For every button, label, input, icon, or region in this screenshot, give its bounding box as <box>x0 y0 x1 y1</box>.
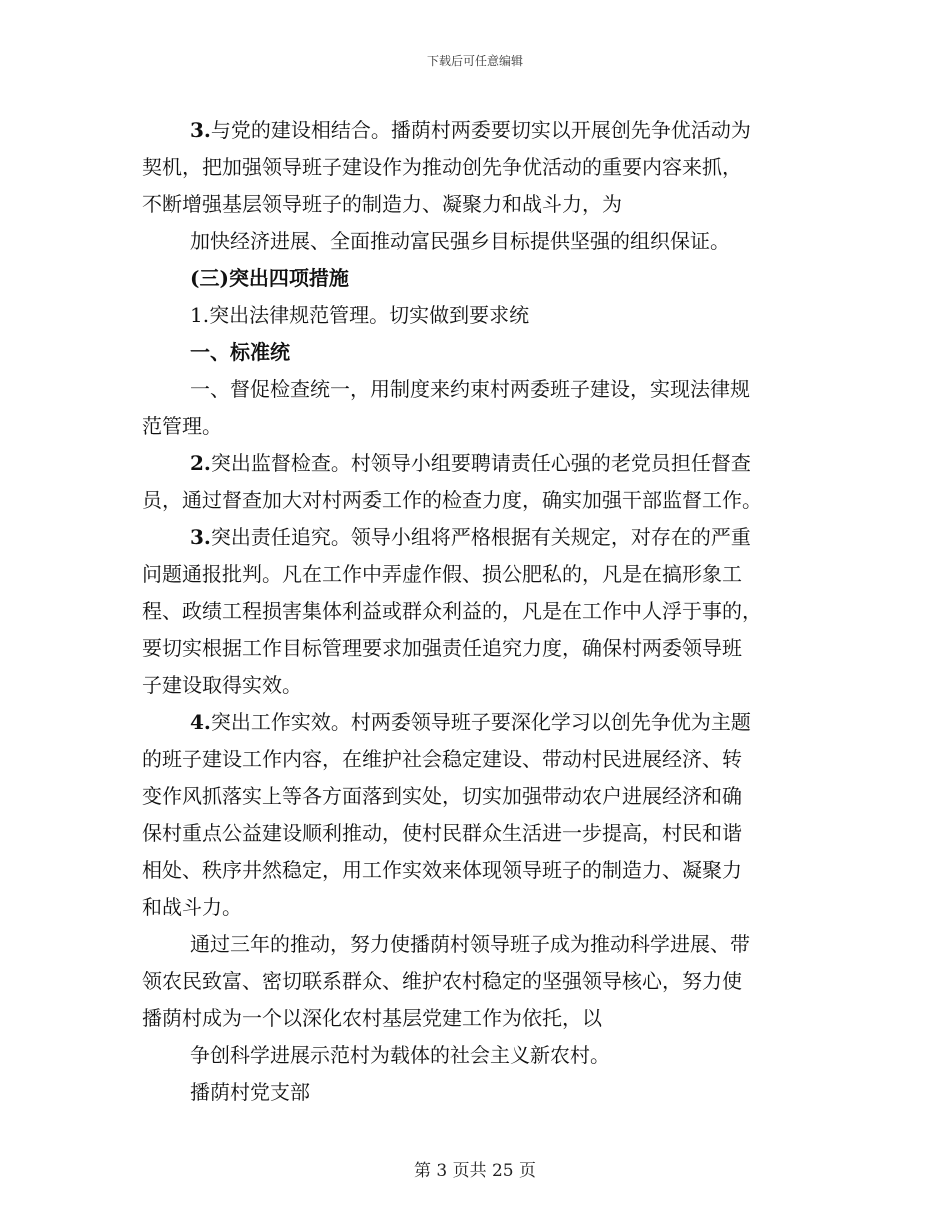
paragraph-accountability <box>142 519 802 704</box>
paragraph-work-results <box>142 704 802 926</box>
text-line: 子建设取得实效。 <box>142 673 302 697</box>
text-line: 契机，把加强领导班子建设作为推动创先争优活动的重要内容来抓， <box>142 155 742 179</box>
item-number: 3. <box>190 525 211 549</box>
paragraph-party-building <box>142 112 802 223</box>
paragraph-supervision-unified <box>142 371 802 445</box>
page-header-note: 下载后可任意编辑 <box>426 54 523 68</box>
text-line: 范管理。 <box>142 414 222 438</box>
document-body <box>142 112 802 1111</box>
text-line: 突出法律规范管理。切实做到要求统 <box>209 303 530 327</box>
text-line: 突出责任追究。领导小组将严格根据有关规定，对存在的严重 <box>210 525 751 549</box>
paragraph-model-village: 争创科学进展示范村为载体的社会主义新农村。 <box>190 1043 610 1067</box>
text-line: 要切实根据工作目标管理要求加强责任追究力度，确保村两委领导班 <box>142 636 742 660</box>
text-line: 员，通过督查加大对村两委工作的检查力度，确实加强干部监督工作。 <box>142 488 762 512</box>
text-line: 程、政绩工程损害集体利益或群众利益的，凡是在工作中人浮于事的， <box>142 599 762 623</box>
item-number: 3. <box>190 118 211 142</box>
text-line: 保村重点公益建设顺利推动，使村民群众生活进一步提高，村民和谐 <box>142 821 742 845</box>
signature-party-branch: 播荫村党支部 <box>190 1080 310 1104</box>
paragraph-legal-management <box>142 297 802 334</box>
text-line: 不断增强基层领导班子的制造力、凝聚力和战斗力，为 <box>142 192 622 216</box>
subheading-standard: 一、标准统 <box>190 340 290 364</box>
text-line: 相处、秩序井然稳定，用工作实效来体现领导班子的制造力、凝聚力 <box>142 858 742 882</box>
page-number-footer: 第 3 页共 25 页 <box>413 1161 537 1181</box>
text-line: 突出工作实效。村两委领导班子要深化学习以创先争优为主题 <box>210 710 751 734</box>
text-line: 和战斗力。 <box>142 895 242 919</box>
text-line: 问题通报批判。凡在工作中弄虚作假、损公肥私的，凡是在搞形象工 <box>142 562 742 586</box>
item-number: 4. <box>190 710 211 734</box>
text-line: 一、督促检查统一，用制度来约束村两委班子建设，实现法律规 <box>190 377 750 401</box>
text-line: 突出监督检查。村领导小组要聘请责任心强的老党员担任督查 <box>210 451 751 475</box>
text-line: 通过三年的推动，努力使播荫村领导班子成为推动科学进展、带 <box>190 932 750 956</box>
item-number: 1. <box>190 303 210 327</box>
text-line: 的班子建设工作内容，在维护社会稳定建设、带动村民进展经济、转 <box>142 747 742 771</box>
text-line: 领农民致富、密切联系群众、维护农村稳定的坚强领导核心，努力使 <box>142 969 742 993</box>
text-line: 变作风抓落实上等各方面落到实处，切实加强带动农户进展经济和确 <box>142 784 742 808</box>
paragraph-three-year-goal <box>142 926 802 1037</box>
text-line: 与党的建设相结合。播荫村两委要切实以开展创先争优活动为 <box>210 118 751 142</box>
paragraph-supervision-inspection <box>142 445 802 519</box>
paragraph-organization-guarantee: 加快经济进展、全面推动富民强乡目标提供坚强的组织保证。 <box>190 229 730 253</box>
section-heading-four-measures: (三)突出四项措施 <box>190 266 349 290</box>
text-line: 播荫村成为一个以深化农村基层党建工作为依托，以 <box>142 1006 602 1030</box>
item-number: 2. <box>190 451 211 475</box>
